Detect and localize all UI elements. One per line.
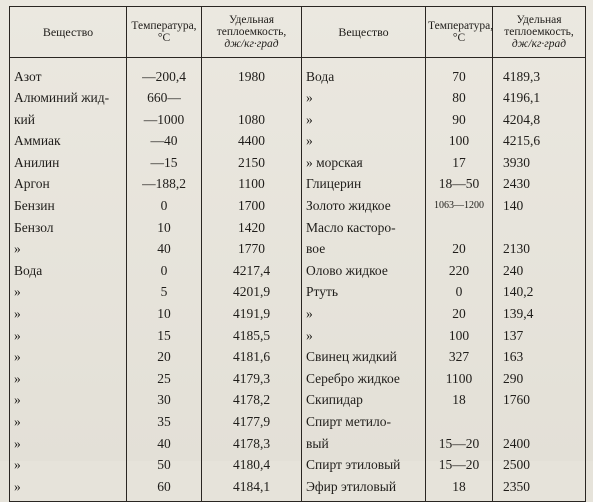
substance-cell: Анилин bbox=[10, 156, 127, 178]
heat-capacity-cell: 4185,5 bbox=[202, 329, 302, 351]
temperature-cell: 1100 bbox=[426, 372, 493, 394]
table-row bbox=[10, 480, 586, 502]
header-temperature-right: Температура, °С bbox=[426, 7, 493, 58]
heat-capacity-cell: 140 bbox=[493, 199, 586, 221]
heat-capacity-cell: 137 bbox=[493, 329, 586, 351]
heat-capacity-cell: 4178,3 bbox=[202, 437, 302, 459]
heat-capacity-cell: 240 bbox=[493, 264, 586, 286]
heat-capacity-cell bbox=[202, 91, 302, 113]
heat-capacity-cell: 2430 bbox=[493, 177, 586, 199]
temperature-cell: 18—50 bbox=[426, 177, 493, 199]
substance-cell: вый bbox=[302, 437, 426, 459]
substance-cell: » bbox=[302, 91, 426, 113]
heat-capacity-cell: 4177,9 bbox=[202, 415, 302, 437]
substance-cell: » морская bbox=[302, 156, 426, 178]
substance-cell: Аргон bbox=[10, 177, 127, 199]
substance-cell: » bbox=[10, 285, 127, 307]
header-heat-capacity-right bbox=[493, 7, 586, 58]
substance-cell: Масло касторо- bbox=[302, 221, 426, 243]
header-substance-right: Вещество bbox=[302, 7, 426, 58]
heat-capacity-cell: 139,4 bbox=[493, 307, 586, 329]
heat-capacity-cell: 4201,9 bbox=[202, 285, 302, 307]
table-row bbox=[10, 393, 586, 415]
substance-cell: » bbox=[10, 393, 127, 415]
substance-cell: » bbox=[302, 329, 426, 351]
temperature-cell: 15—20 bbox=[426, 437, 493, 459]
heat-capacity-cell: 4204,8 bbox=[493, 113, 586, 135]
substance-cell: Вода bbox=[10, 264, 127, 286]
heat-capacity-cell: 1770 bbox=[202, 242, 302, 264]
substance-cell: Ртуть bbox=[302, 285, 426, 307]
substance-cell: Алюминий жид- bbox=[10, 91, 127, 113]
heat-capacity-cell: 3930 bbox=[493, 156, 586, 178]
table-row bbox=[10, 177, 586, 199]
substance-cell: Золото жидкое bbox=[302, 199, 426, 221]
header-heat-capacity-left bbox=[202, 7, 302, 58]
substance-cell: Свинец жидкий bbox=[302, 350, 426, 372]
heat-capacity-cell: 1760 bbox=[493, 393, 586, 415]
temperature-cell: 40 bbox=[127, 437, 202, 459]
table-header-row bbox=[10, 7, 586, 58]
temperature-cell: —200,4 bbox=[127, 58, 202, 92]
table-row bbox=[10, 264, 586, 286]
substance-cell: Азот bbox=[10, 58, 127, 92]
temperature-cell: 20 bbox=[426, 307, 493, 329]
substance-cell: » bbox=[10, 458, 127, 480]
temperature-cell: 25 bbox=[127, 372, 202, 394]
temperature-cell: 10 bbox=[127, 221, 202, 243]
substance-cell: Глицерин bbox=[302, 177, 426, 199]
heat-capacity-cell bbox=[493, 415, 586, 437]
temperature-cell: 90 bbox=[426, 113, 493, 135]
table-row bbox=[10, 134, 586, 156]
heat-capacity-cell: 4181,6 bbox=[202, 350, 302, 372]
heat-capacity-cell: 1980 bbox=[202, 58, 302, 92]
heat-capacity-cell bbox=[493, 221, 586, 243]
substance-cell: Спирт этиловый bbox=[302, 458, 426, 480]
temperature-cell: 327 bbox=[426, 350, 493, 372]
heat-capacity-cell: 2400 bbox=[493, 437, 586, 459]
header-temperature-left: Температура, °С bbox=[127, 7, 202, 58]
heat-capacity-cell: 4178,2 bbox=[202, 393, 302, 415]
header-heat-line2: теплоемкость, bbox=[504, 26, 574, 38]
temperature-cell: —188,2 bbox=[127, 177, 202, 199]
temperature-cell: 20 bbox=[127, 350, 202, 372]
heat-capacity-cell: 2150 bbox=[202, 156, 302, 178]
temperature-cell: 1063—1200 bbox=[426, 199, 493, 221]
substance-cell: » bbox=[10, 415, 127, 437]
temperature-cell: 18 bbox=[426, 393, 493, 415]
heat-capacity-cell: 4191,9 bbox=[202, 307, 302, 329]
temperature-cell: 100 bbox=[426, 329, 493, 351]
heat-capacity-cell: 4215,6 bbox=[493, 134, 586, 156]
table-row bbox=[10, 156, 586, 178]
specific-heat-table bbox=[9, 6, 586, 502]
temperature-cell: 60 bbox=[127, 480, 202, 502]
substance-cell: Бензин bbox=[10, 199, 127, 221]
substance-cell: Бензол bbox=[10, 221, 127, 243]
substance-cell: » bbox=[302, 307, 426, 329]
table-row bbox=[10, 113, 586, 135]
table-row bbox=[10, 221, 586, 243]
substance-cell: Спирт метило- bbox=[302, 415, 426, 437]
heat-capacity-cell: 1080 bbox=[202, 113, 302, 135]
temperature-cell: 35 bbox=[127, 415, 202, 437]
temperature-cell: 18 bbox=[426, 480, 493, 502]
heat-capacity-cell: 1420 bbox=[202, 221, 302, 243]
table-row bbox=[10, 350, 586, 372]
substance-cell: » bbox=[10, 329, 127, 351]
heat-capacity-cell: 4217,4 bbox=[202, 264, 302, 286]
temperature-cell: 100 bbox=[426, 134, 493, 156]
substance-cell: » bbox=[10, 480, 127, 502]
temperature-cell bbox=[426, 415, 493, 437]
table-row bbox=[10, 458, 586, 480]
substance-cell: » bbox=[10, 307, 127, 329]
temperature-cell: 5 bbox=[127, 285, 202, 307]
substance-cell: Серебро жидкое bbox=[302, 372, 426, 394]
heat-capacity-cell: 4400 bbox=[202, 134, 302, 156]
temperature-cell: 20 bbox=[426, 242, 493, 264]
heat-capacity-cell: 4180,4 bbox=[202, 458, 302, 480]
heat-capacity-cell: 4179,3 bbox=[202, 372, 302, 394]
table-row bbox=[10, 415, 586, 437]
temperature-cell: 50 bbox=[127, 458, 202, 480]
heat-capacity-cell: 290 bbox=[493, 372, 586, 394]
temperature-cell: —40 bbox=[127, 134, 202, 156]
temperature-cell: 10 bbox=[127, 307, 202, 329]
table-row bbox=[10, 372, 586, 394]
table-row bbox=[10, 437, 586, 459]
temperature-cell: 15—20 bbox=[426, 458, 493, 480]
substance-cell: » bbox=[10, 437, 127, 459]
substance-cell: Скипидар bbox=[302, 393, 426, 415]
temperature-cell: 15 bbox=[127, 329, 202, 351]
temperature-cell: 0 bbox=[127, 264, 202, 286]
temperature-cell: 660— bbox=[127, 91, 202, 113]
header-heat-line2: теплоемкость, bbox=[216, 26, 287, 38]
substance-cell: вое bbox=[302, 242, 426, 264]
heat-capacity-cell: 4196,1 bbox=[493, 91, 586, 113]
substance-cell: » bbox=[302, 113, 426, 135]
heat-capacity-cell: 2500 bbox=[493, 458, 586, 480]
temperature-cell: —1000 bbox=[127, 113, 202, 135]
substance-cell: Вода bbox=[302, 58, 426, 92]
temperature-cell: 30 bbox=[127, 393, 202, 415]
header-heat-line1: Удельная bbox=[516, 14, 562, 26]
table-row bbox=[10, 91, 586, 113]
heat-capacity-cell: 140,2 bbox=[493, 285, 586, 307]
temperature-cell: 17 bbox=[426, 156, 493, 178]
temperature-cell: 40 bbox=[127, 242, 202, 264]
temperature-cell: 70 bbox=[426, 58, 493, 92]
temperature-cell: 220 bbox=[426, 264, 493, 286]
substance-cell: кий bbox=[10, 113, 127, 135]
substance-cell: Аммиак bbox=[10, 134, 127, 156]
table-row bbox=[10, 285, 586, 307]
header-heat-units: дж/кг·град bbox=[224, 38, 279, 50]
substance-cell: Эфир этиловый bbox=[302, 480, 426, 502]
table-row bbox=[10, 199, 586, 221]
header-heat-line1: Удельная bbox=[228, 14, 275, 26]
heat-capacity-cell: 4184,1 bbox=[202, 480, 302, 502]
heat-capacity-cell: 163 bbox=[493, 350, 586, 372]
heat-capacity-cell: 2130 bbox=[493, 242, 586, 264]
header-substance-left: Вещество bbox=[10, 7, 127, 58]
substance-cell: » bbox=[302, 134, 426, 156]
temperature-cell: 0 bbox=[426, 285, 493, 307]
temperature-cell: 80 bbox=[426, 91, 493, 113]
substance-cell: » bbox=[10, 350, 127, 372]
table-row bbox=[10, 307, 586, 329]
heat-capacity-cell: 4189,3 bbox=[493, 58, 586, 92]
substance-cell: Олово жидкое bbox=[302, 264, 426, 286]
heat-capacity-cell: 2350 bbox=[493, 480, 586, 502]
header-heat-units: дж/кг·град bbox=[511, 38, 567, 50]
temperature-cell: —15 bbox=[127, 156, 202, 178]
heat-capacity-cell: 1700 bbox=[202, 199, 302, 221]
table-row bbox=[10, 58, 586, 92]
substance-cell: » bbox=[10, 242, 127, 264]
table-row bbox=[10, 329, 586, 351]
temperature-cell: 0 bbox=[127, 199, 202, 221]
temperature-cell bbox=[426, 221, 493, 243]
table-row bbox=[10, 242, 586, 264]
heat-capacity-cell: 1100 bbox=[202, 177, 302, 199]
substance-cell: » bbox=[10, 372, 127, 394]
